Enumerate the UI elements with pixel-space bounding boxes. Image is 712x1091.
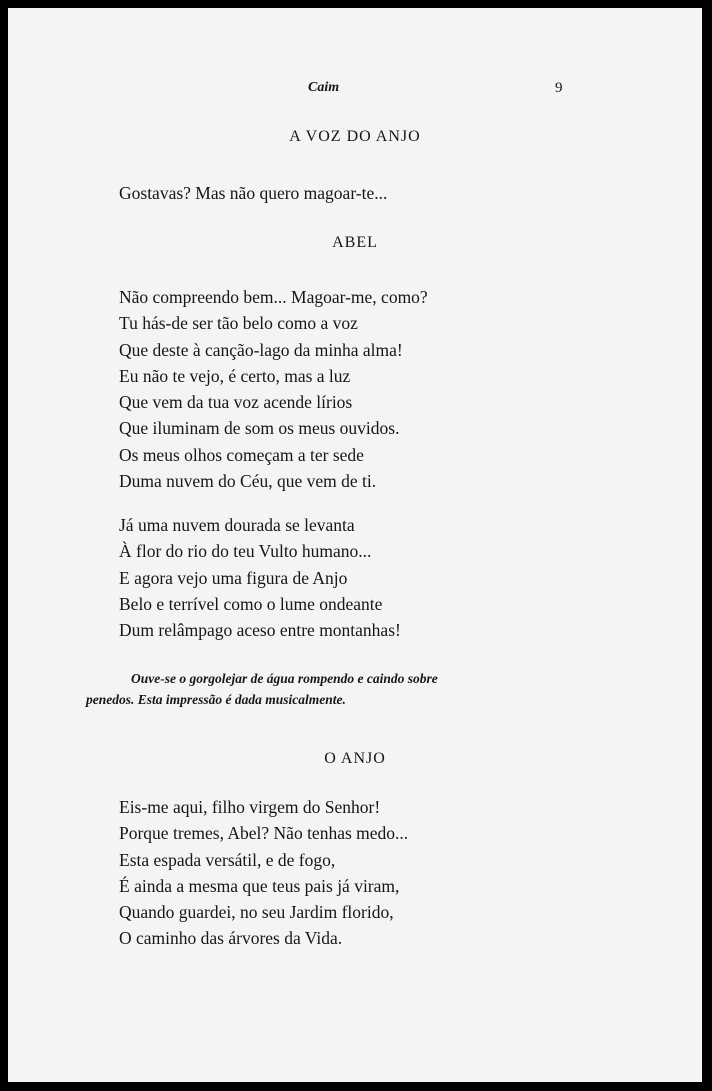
verse-line: Duma nuvem do Céu, que vem de ti. (119, 471, 377, 492)
verse-line: Porque tremes, Abel? Não tenhas medo... (119, 823, 409, 844)
verse-line: Que deste à canção-lago da minha alma! (119, 339, 403, 360)
verse-line: E agora vejo uma figura de Anjo (119, 567, 348, 588)
stanza-2 (119, 284, 428, 494)
verse-line: Dum relâmpago aceso entre montanhas! (119, 620, 401, 641)
verse-line: É ainda a mesma que teus pais já viram, (119, 875, 400, 896)
stanza-1 (119, 180, 387, 206)
verse-line: Quando guardei, no seu Jardim florido, (119, 902, 394, 923)
verse-line: Eis-me aqui, filho virgem do Senhor! (119, 797, 381, 817)
speaker-heading-o-anjo: O ANJO (324, 750, 386, 767)
stanza-4 (119, 794, 408, 952)
verse-line: Esta espada versátil, e de fogo, (119, 849, 336, 870)
verse-line: Já uma nuvem dourada se levanta (119, 515, 355, 535)
running-head-title: Caim (308, 80, 340, 95)
speaker-heading-voz-do-anjo: A VOZ DO ANJO (289, 128, 421, 145)
verse-line: Gostavas? Mas não quero magoar-te... (119, 183, 388, 203)
verse-line: Eu não te vejo, é certo, mas a luz (119, 365, 351, 386)
verse-line: Que iluminam de som os meus ouvidos. (119, 418, 400, 439)
verse-line: Que vem da tua voz acende lírios (119, 392, 353, 413)
verse-line: Tu hás-de ser tão belo como a voz (119, 313, 358, 334)
verse-line: Belo e terrível como o lume ondeante (119, 593, 383, 614)
stage-direction (86, 668, 566, 710)
verse-line: Não compreendo bem... Magoar-me, como? (119, 287, 428, 307)
stage-direction-line: Ouve-se o gorgolejar de água rompendo e caindo sobre (131, 671, 438, 686)
speaker-heading-abel: ABEL (332, 234, 378, 251)
verse-line: Os meus olhos começam a ter sede (119, 444, 364, 465)
page-number: 9 (555, 80, 563, 96)
verse-line: O caminho das árvores da Vida. (119, 928, 343, 949)
book-page (8, 8, 702, 1082)
stanza-3 (119, 512, 401, 643)
verse-line: À flor do rio do teu Vulto humano... (119, 541, 372, 562)
stage-direction-line: penedos. Esta impressão é dada musicalmente. (86, 692, 346, 707)
